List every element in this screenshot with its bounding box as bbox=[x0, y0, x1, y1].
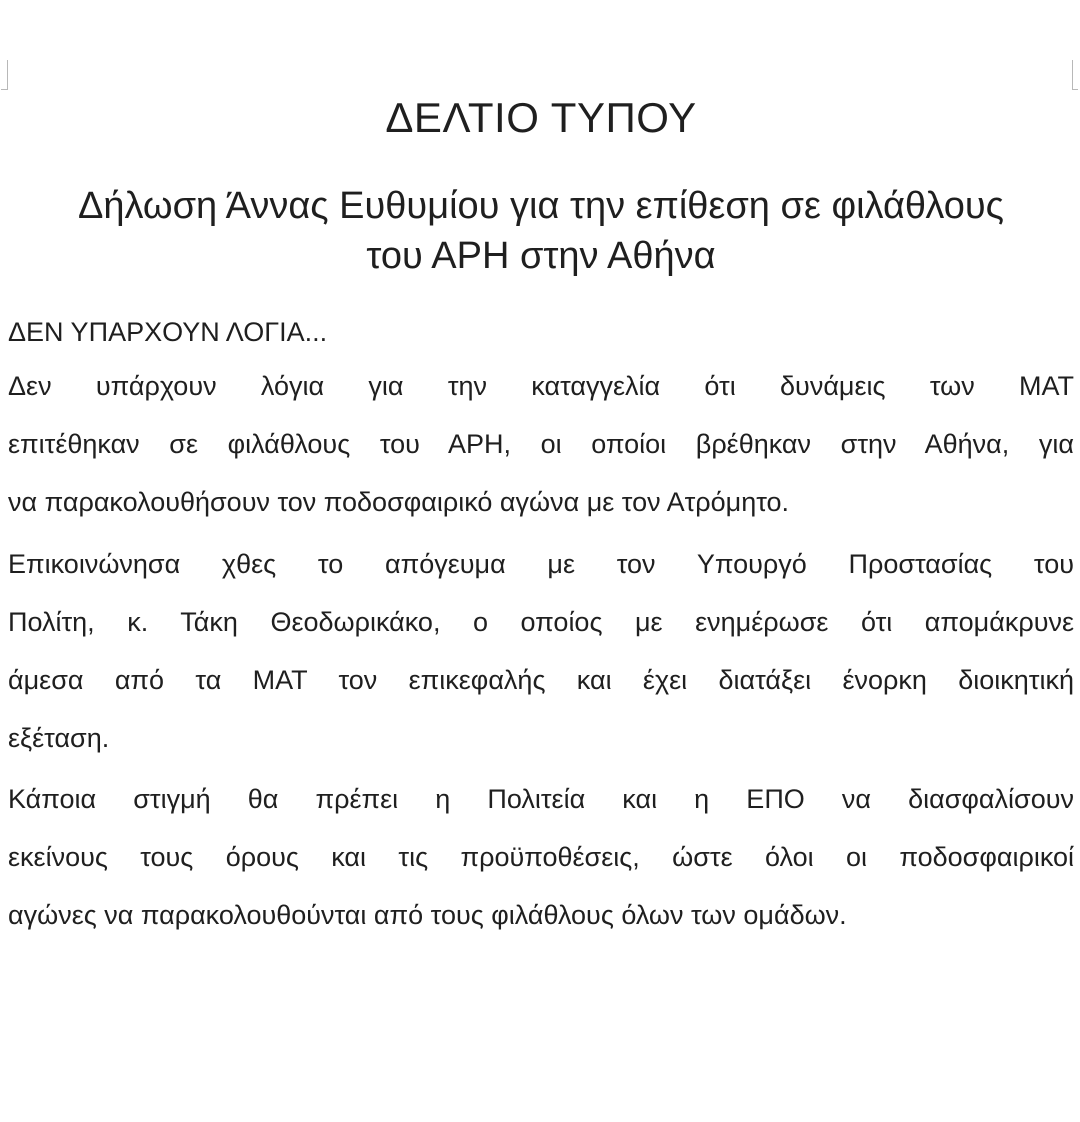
paragraph-line: άμεσα από τα ΜΑΤ τον επικεφαλής και έχει διατάξει ένορκη διοικητική bbox=[8, 665, 1074, 695]
paragraph-3 bbox=[8, 770, 1074, 944]
paragraph-line: Πολίτη, κ. Τάκη Θεοδωρικάκο, ο οποίος με ενημέρωσε ότι απομάκρυνε bbox=[8, 607, 1074, 637]
paragraph-1 bbox=[8, 357, 1074, 531]
paragraph-2 bbox=[8, 535, 1074, 767]
right-margin-mark bbox=[1072, 60, 1073, 90]
paragraph-line: εξέταση. bbox=[8, 723, 110, 753]
paragraph-line: Κάποια στιγμή θα πρέπει η Πολιτεία και η ΕΠΟ να διασφαλίσουν bbox=[8, 784, 1074, 814]
document-heading: ΔΕΛΤΙΟ ΤΥΠΟΥ bbox=[385, 94, 697, 141]
paragraph-line: εκείνους τους όρους και τις προϋποθέσεις, ώστε όλοι οι ποδοσφαιρικοί bbox=[8, 842, 1074, 872]
subtitle-line: του ΑΡΗ στην Αθήνα bbox=[366, 235, 716, 277]
paragraph-line: Επικοινώνησα χθες το απόγευμα με τον Υπουργό Προστασίας του bbox=[8, 549, 1074, 579]
left-margin-mark bbox=[7, 60, 8, 90]
paragraph-line: αγώνες να παρακολουθούνται από τους φιλάθλους όλων των ομάδων. bbox=[8, 900, 847, 930]
subtitle-line: Δήλωση Άννας Ευθυμίου για την επίθεση σε φιλάθλους bbox=[77, 185, 1004, 227]
paragraph-line: να παρακολουθήσουν τον ποδοσφαιρικό αγώνα με τον Ατρόμητο. bbox=[8, 487, 790, 517]
paragraph-line: επιτέθηκαν σε φιλάθλους του ΑΡΗ, οι οποίοι βρέθηκαν στην Αθήνα, για bbox=[8, 429, 1074, 459]
document-subtitle bbox=[8, 181, 1074, 281]
lead-line: ΔΕΝ ΥΠΑΡΧΟΥΝ ΛΟΓΙΑ... bbox=[8, 317, 328, 347]
paragraph-line: Δεν υπάρχουν λόγια για την καταγγελία ότι δυνάμεις των ΜΑΤ bbox=[8, 371, 1074, 401]
